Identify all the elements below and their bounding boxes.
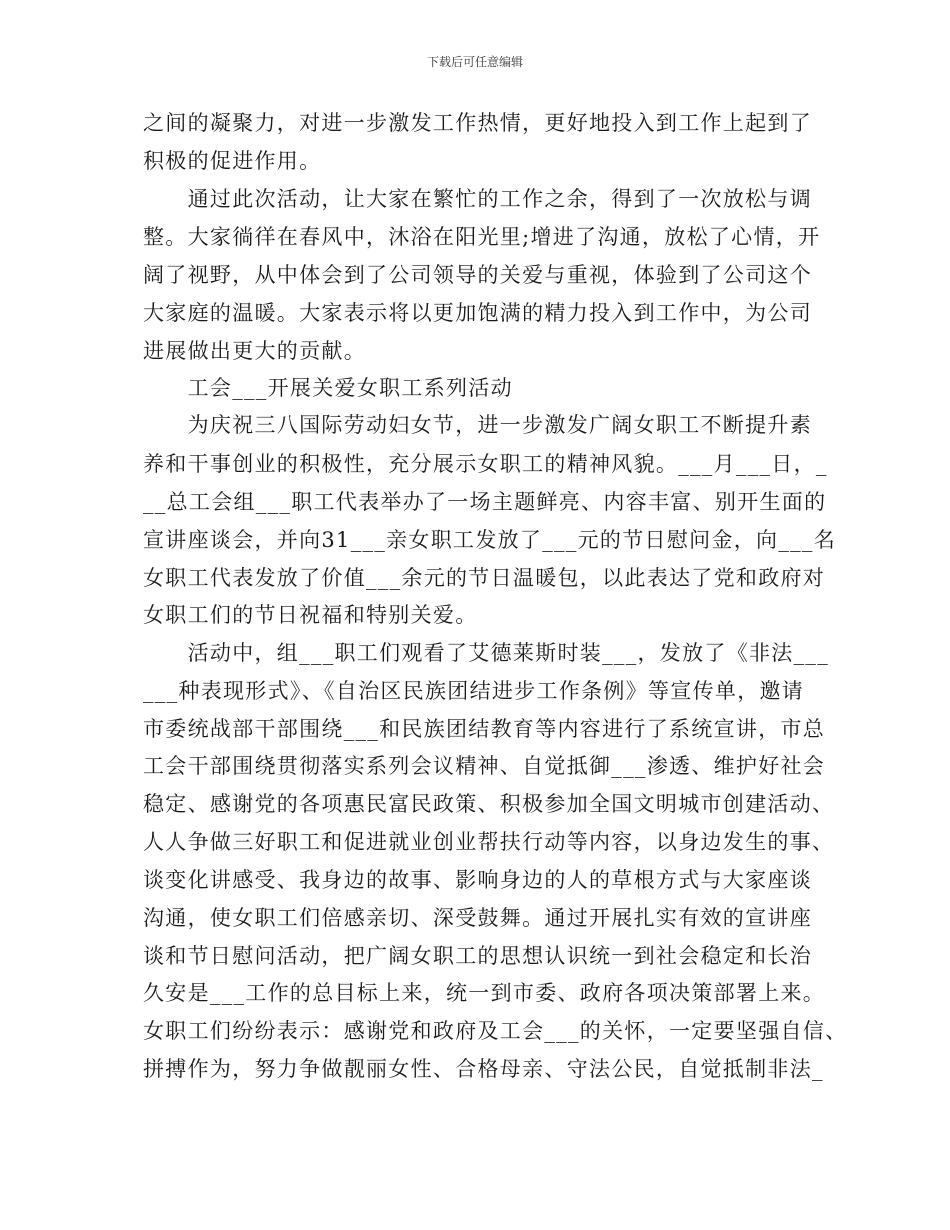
text-line: 进展做出更大的贡献。 — [143, 339, 366, 363]
text-line: 女职工代表发放了价值___余元的节日温暖包，以此表达了党和政府对 — [143, 566, 826, 590]
text-line: 女职工们纷纷表示：感谢党和政府及工会___的关怀，一定要坚强自信、 — [143, 1019, 848, 1043]
text-line: 沟通，使女职工们倍感亲切、深受鼓舞。通过开展扎实有效的宣讲座 — [143, 906, 812, 930]
text-line: 人人争做三好职工和促进就业创业帮扶行动等内容，以身边发生的事、 — [143, 830, 835, 854]
text-line: 宣讲座谈会，并向31___亲女职工发放了___元的节日慰问金，向___名 — [143, 528, 837, 552]
text-line: 为庆祝三八国际劳动妇女节，进一步激发广阔女职工不断提升素 — [143, 413, 812, 437]
text-line: 积极的促进作用。 — [143, 149, 322, 173]
text-line: 养和干事创业的积极性，充分展示女职工的精神风貌。___月___日，_ — [143, 452, 828, 476]
text-line: 久安是___工作的总目标上来，统一到市委、政府各项决策部署上来。 — [143, 981, 826, 1005]
text-line: 谈和节日慰问活动，把广阔女职工的思想认识统一到社会稳定和长治 — [143, 944, 812, 968]
text-line: 活动中，组___职工们观看了艾德莱斯时装___，发放了《非法___ — [143, 641, 829, 665]
text-line: 稳定、感谢党的各项惠民富民政策、积极参加全国文明城市创建活动、 — [143, 792, 835, 816]
text-line: ___种表现形式》、《自治区民族团结进步工作条例》等宣传单，邀请 — [143, 679, 805, 703]
text-line: 女职工们的节日祝福和特别关爱。 — [143, 603, 478, 627]
text-line: __总工会组___职工代表举办了一场主题鲜亮、内容丰富、别开生面的 — [143, 490, 827, 514]
section-heading: 工会___开展关爱女职工系列活动 — [143, 376, 513, 400]
text-line: 整。大家徜徉在春风中，沐浴在阳光里;增进了沟通，放松了心情，开 — [143, 225, 821, 249]
text-line: 拼搏作为，努力争做靓丽女性、合格母亲、守法公民，自觉抵制非法_ — [143, 1057, 824, 1081]
text-line: 阔了视野，从中体会到了公司领导的关爱与重视，体验到了公司这个 — [143, 263, 812, 287]
text-line: 谈变化讲感受、我身边的故事、影响身边的人的草根方式与大家座谈 — [143, 868, 812, 892]
page-header: 下载后可任意编辑 — [426, 55, 523, 69]
text-line: 通过此次活动，让大家在繁忙的工作之余，得到了一次放松与调 — [143, 187, 812, 211]
text-line: 之间的凝聚力，对进一步激发工作热情，更好地投入到工作上起到了 — [143, 111, 812, 135]
text-line: 市委统战部干部围绕___和民族团结教育等内容进行了系统宣讲，市总 — [143, 717, 826, 741]
text-line: 大家庭的温暖。大家表示将以更加饱满的精力投入到工作中，为公司 — [143, 301, 812, 325]
text-line: 工会干部围绕贯彻落实系列会议精神、自觉抵御___渗透、维护好社会 — [143, 754, 826, 778]
